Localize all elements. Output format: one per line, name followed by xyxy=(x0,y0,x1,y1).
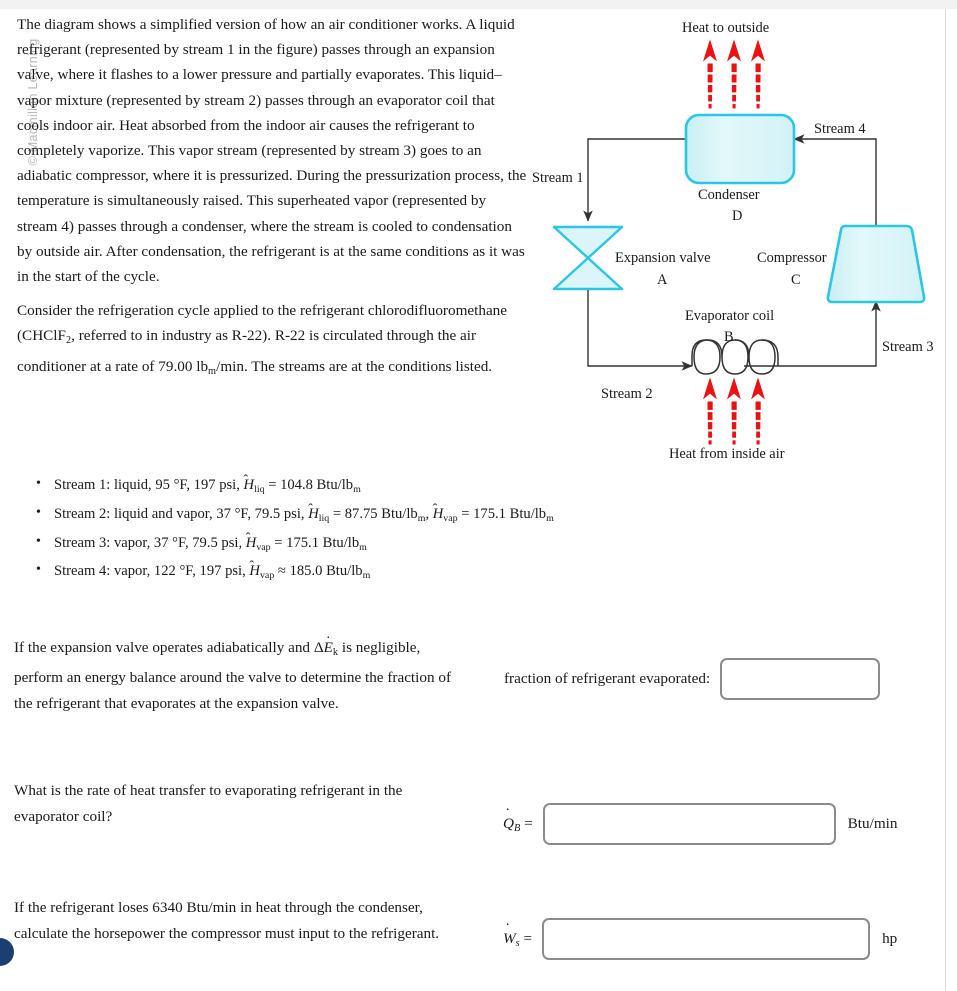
question-3-symbol: W ˙ xyxy=(503,930,516,947)
question-3-symbol-subscript: s xyxy=(515,937,520,949)
paragraph2-text-c: /min. The streams are at the conditions listed. xyxy=(216,357,493,375)
diagram-svg xyxy=(528,14,943,464)
label-heat-from-inside: Heat from inside air xyxy=(669,446,785,462)
compressor-shape xyxy=(828,226,924,302)
paragraph2-subscript-m: m xyxy=(208,365,217,377)
top-gray-strip xyxy=(0,0,957,9)
question-2-text: What is the rate of heat transfer to evaporating refrigerant in the evaporator coil? xyxy=(14,782,403,825)
pipe-stream-4 xyxy=(794,139,876,226)
list-item xyxy=(34,502,754,531)
unit-subscript: m xyxy=(362,570,371,582)
enthalpy-subscript: liq xyxy=(318,512,330,524)
label-stream-1: Stream 1 xyxy=(532,170,584,186)
question-1-symbol: E ˙ xyxy=(324,639,333,656)
enthalpy-subscript: liq xyxy=(254,483,265,495)
unit-subscript-2: m xyxy=(546,512,554,524)
question-3-symbol-group xyxy=(503,930,532,949)
enthalpy-subscript: vap xyxy=(256,541,271,553)
question-1-answer-row xyxy=(504,658,880,700)
question-2-symbol: Q ˙ xyxy=(503,815,514,832)
pipe-stream-1 xyxy=(588,139,686,221)
label-evaporator-coil: Evaporator coil xyxy=(685,308,775,324)
pipe-stream-2 xyxy=(588,289,692,366)
enthalpy-symbol: H ˆ xyxy=(244,477,255,493)
nav-bubble-button[interactable] xyxy=(0,938,14,966)
question-2-unit: Btu/min xyxy=(847,815,898,832)
question-1-answer-label: fraction of refrigerant evaporated: xyxy=(504,670,711,687)
question-1-symbol-subscript: k xyxy=(332,646,339,658)
comma-separator: , xyxy=(425,505,433,522)
label-condenser-letter: D xyxy=(732,208,743,224)
enthalpy-symbol: H ˆ xyxy=(249,563,260,579)
enthalpy-value-2: = 175.1 Btu/lb xyxy=(457,505,547,522)
problem-statement xyxy=(17,12,527,393)
heat-from-inside-arrows xyxy=(704,379,764,444)
enthalpy-value: = 175.1 Btu/lb xyxy=(270,534,360,551)
equals-sign: = xyxy=(523,929,533,947)
question-2-symbol-subscript: B xyxy=(513,822,521,834)
label-expansion-valve: Expansion valve xyxy=(615,250,711,266)
macmillan-learning-watermark: © Macmillan Learning xyxy=(26,38,40,166)
question-1-text-b: is negligible, perform an energy balance around the valve to determine the fraction of the refrigerant that evaporates at the expansion valve. xyxy=(14,639,452,712)
expansion-valve-shape xyxy=(554,227,622,289)
evaporator-coil-shape xyxy=(692,340,778,374)
problem-paragraph-1: The diagram shows a simplified version of how an air conditioner works. A liquid refrigerant (represented by stream 1 in the figure) passes through an expansion valve, where it flashes to a lower pressure and partially evaporates. This liquid–vapor mixture (represented by stream 2) passes through an evaporator coil that cools indoor air. Heat absorbed from the indoor air causes the refrigerant to completely vaporize. This vapor stream (represented by stream 3) goes to an adiabatic compressor, where it is pressurized. During the pressurization process, the temperature is simultaneously raised. This superheated vapor (represented by stream 4) passes through a condenser, where the stream is cooled to condensation by outside air. After condensation, the refrigerant is at the same conditions as it was in the start of the cycle. xyxy=(17,16,527,286)
condenser-shape xyxy=(686,115,794,183)
heat-to-outside-arrows xyxy=(704,41,764,108)
label-condenser: Condenser xyxy=(698,187,760,203)
fraction-evaporated-input[interactable] xyxy=(720,658,880,700)
paragraph2-subscript-2: 2 xyxy=(65,335,72,347)
label-stream-4: Stream 4 xyxy=(814,121,866,137)
enthalpy-value: = 87.75 Btu/lb xyxy=(329,505,418,522)
label-heat-to-outside: Heat to outside xyxy=(682,20,770,36)
label-stream-3: Stream 3 xyxy=(882,339,934,355)
list-item xyxy=(34,473,754,502)
problem-paragraph-2 xyxy=(17,298,527,383)
stream-prefix: Stream 1: liquid, 95 °F, 197 psi, xyxy=(54,477,244,493)
paragraph2-text-b: , referred to in industry as R-22). R-22 is circulated through the air conditioner at a rate of 79.00 lb xyxy=(17,327,477,375)
label-compressor-letter: C xyxy=(791,272,801,288)
stream-conditions-list xyxy=(34,473,754,588)
compressor-work-input[interactable] xyxy=(542,918,870,960)
unit-subscript: m xyxy=(353,483,361,495)
paragraph2-text-a: Consider the refrigeration cycle applied to the refrigerant chlorodifluoromethane (CHClF xyxy=(17,302,508,345)
heat-transfer-rate-input[interactable] xyxy=(543,803,836,845)
question-3-text: If the refrigerant loses 6340 Btu/min in heat through the condenser, calculate the horsepower the compressor must input to the refrigerant. xyxy=(14,899,440,942)
stream-prefix: Stream 2: liquid and vapor, 37 °F, 79.5 psi, xyxy=(54,505,309,522)
enthalpy-value: ≈ 185.0 Btu/lb xyxy=(274,563,363,580)
stream-prefix: Stream 4: vapor, 122 °F, 197 psi, xyxy=(54,563,250,580)
enthalpy-value: = 104.8 Btu/lb xyxy=(264,477,354,493)
enthalpy-subscript-2: vap xyxy=(443,512,458,524)
enthalpy-subscript: vap xyxy=(259,570,275,582)
label-compressor: Compressor xyxy=(757,250,827,266)
right-divider-rule xyxy=(945,9,946,991)
question-1-text xyxy=(14,635,469,716)
enthalpy-symbol: H ˆ xyxy=(246,535,257,551)
list-item xyxy=(34,531,754,560)
list-item xyxy=(34,559,754,588)
question-3-answer-row xyxy=(503,918,897,960)
equals-sign: = xyxy=(524,814,533,832)
unit-subscript: m xyxy=(417,512,426,524)
label-evaporator-letter: B xyxy=(724,329,734,345)
refrigeration-cycle-diagram xyxy=(528,14,943,464)
enthalpy-symbol: H ˆ xyxy=(308,506,319,522)
question-2-answer-row xyxy=(503,803,897,845)
unit-subscript: m xyxy=(359,541,367,553)
label-expansion-letter: A xyxy=(657,272,668,288)
question-3-unit: hp xyxy=(882,930,898,947)
label-stream-2: Stream 2 xyxy=(601,386,653,402)
question-2-symbol-group xyxy=(503,815,533,834)
enthalpy-symbol-2: H ˆ xyxy=(433,506,444,522)
question-1-text-a: If the expansion valve operates adiabatically and Δ xyxy=(14,639,324,656)
stream-prefix: Stream 3: vapor, 37 °F, 79.5 psi, xyxy=(54,534,246,551)
